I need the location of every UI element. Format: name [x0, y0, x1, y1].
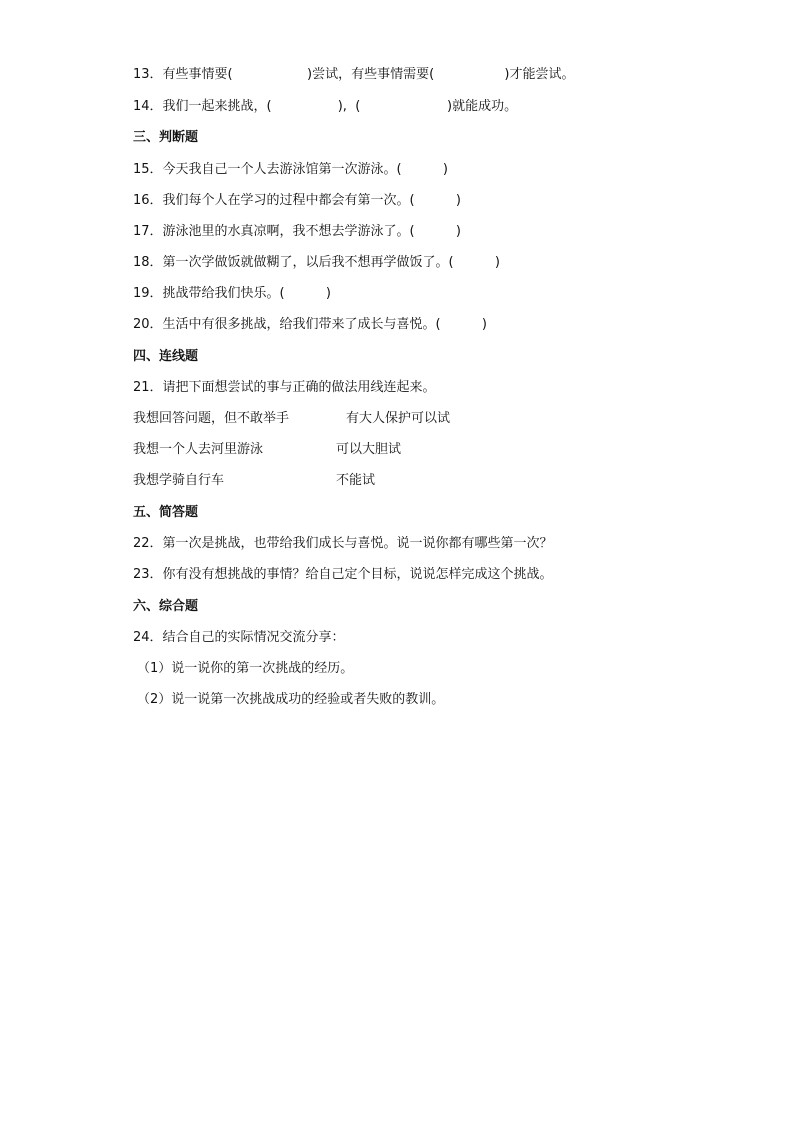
question-15: 15．今天我自己一个人去游泳馆第一次游泳。( ): [133, 162, 449, 177]
section-matching-title: 四、连线题: [133, 349, 199, 364]
question-21: 21．请把下面想尝试的事与正确的做法用线连起来。: [133, 380, 436, 395]
question-23: 23．你有没有想挑战的事情？给自己定个目标，说说怎样完成这个挑战。: [133, 567, 553, 582]
question-24: 24．结合自己的实际情况交流分享：: [133, 630, 345, 645]
question-24-sub-2: （2）说一说第一次挑战成功的经验或者失败的教训。: [137, 692, 445, 707]
question-17: 17．游泳池里的水真凉啊，我不想去学游泳了。( ): [133, 224, 462, 239]
section-judgement-title: 三、判断题: [133, 130, 199, 145]
section-short-answer-title: 五、简答题: [133, 505, 199, 520]
match-left-2: 我想一个人去河里游泳: [133, 442, 264, 457]
question-18: 18．第一次学做饭就做糊了，以后我不想再学做饭了。( ): [133, 255, 501, 270]
question-13: 13．有些事情要( )尝试，有些事情需要( )才能尝试。: [133, 67, 575, 82]
question-24-sub-1: （1）说一说你的第一次挑战的经历。: [137, 661, 354, 676]
question-22: 22．第一次是挑战，也带给我们成长与喜悦。说一说你都有哪些第一次？: [133, 536, 553, 551]
section-comprehensive-title: 六、综合题: [133, 599, 199, 614]
question-16: 16．我们每个人在学习的过程中都会有第一次。( ): [133, 193, 462, 208]
question-20: 20．生活中有很多挑战，给我们带来了成长与喜悦。( ): [133, 317, 488, 332]
match-right-3: 不能试: [336, 473, 376, 488]
question-19: 19．挑战带给我们快乐。( ): [133, 286, 332, 301]
match-right-1: 有大人保护可以试: [346, 411, 451, 426]
question-14: 14．我们一起来挑战，( ), ( )就能成功。: [133, 99, 518, 114]
match-right-2: 可以大胆试: [336, 442, 402, 457]
match-left-3: 我想学骑自行车: [133, 473, 225, 488]
match-left-1: 我想回答问题，但不敢举手: [133, 411, 290, 426]
